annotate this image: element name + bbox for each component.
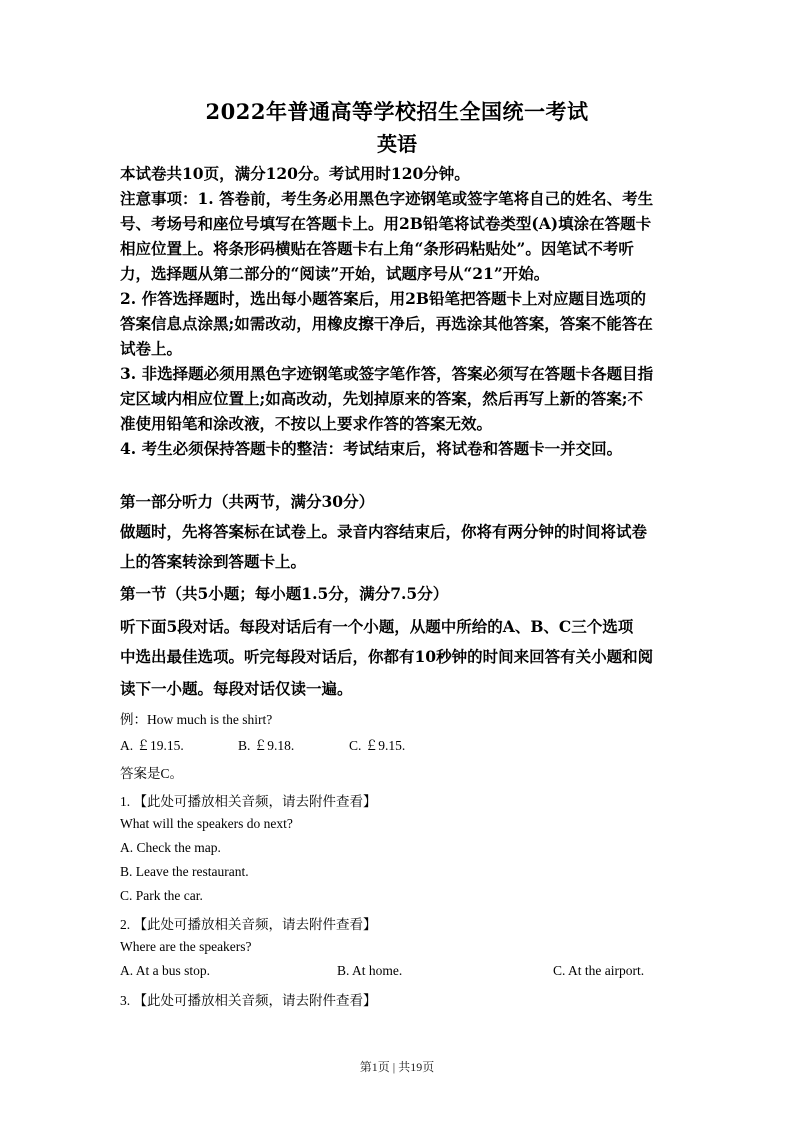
section1-heading: 第一节（共5小题；每小题1.5分，满分7.5分） bbox=[120, 584, 449, 603]
part1-intro-line: 上的答案转涂到答题卡上。 bbox=[120, 552, 307, 571]
notes-line: 答案信息点涂黑;如需改动，用橡皮擦干净后，再选涂其他答案，答案不能答在 bbox=[120, 314, 653, 333]
question-1-option-c: C. Park the car. bbox=[120, 888, 203, 903]
exam-summary: 本试卷共10页，满分120分。考试用时120分钟。 bbox=[120, 164, 470, 183]
notes-line: 号、考场号和座位号填写在答题卡上。用2B铅笔将试卷类型(A)填涂在答题卡 bbox=[120, 214, 652, 233]
example-option-c: C. ￡9.15. bbox=[349, 738, 406, 753]
part1-heading: 第一部分听力（共两节，满分30分） bbox=[120, 492, 375, 511]
page-footer: 第1页 | 共19页 bbox=[359, 1060, 435, 1074]
example-option-a: A. ￡19.15. bbox=[120, 738, 184, 753]
section1-line: 读下一小题。每段对话仅读一遍。 bbox=[120, 679, 353, 698]
question-1-option-b: B. Leave the restaurant. bbox=[120, 864, 249, 879]
notes-line: 2. 作答选择题时，选出每小题答案后，用2B铅笔把答题卡上对应题目选项的 bbox=[120, 289, 646, 308]
notes-line: 相应位置上。将条形码横贴在答题卡右上角“条形码粘贴处”。因笔试不考听 bbox=[120, 239, 634, 258]
exam-title: 2022年普通高等学校招生全国统一考试 bbox=[205, 99, 589, 124]
section1-line: 听下面5段对话。每段对话后有一个小题，从题中所给的A、B、C三个选项 bbox=[120, 617, 634, 636]
question-2-prompt: Where are the speakers? bbox=[120, 939, 252, 954]
part1-intro-line: 做题时，先将答案标在试卷上。录音内容结束后，你将有两分钟的时间将试卷 bbox=[120, 522, 648, 541]
question-1-option-a: A. Check the map. bbox=[120, 840, 221, 855]
notes-line: 4. 考生必须保持答题卡的整洁：考试结束后，将试卷和答题卡一并交回。 bbox=[120, 439, 623, 458]
notes-line: 准使用铅笔和涂改液，不按以上要求作答的答案无效。 bbox=[120, 414, 493, 433]
example-answer: 答案是C。 bbox=[120, 766, 184, 781]
notes-line: 注意事项：1. 答卷前，考生务必用黑色字迹钢笔或签字笔将自己的姓名、考生 bbox=[120, 189, 654, 208]
exam-subject: 英语 bbox=[377, 132, 417, 156]
question-1-label: 1. 【此处可播放相关音频，请去附件查看】 bbox=[120, 794, 377, 809]
question-2-option-a: A. At a bus stop. bbox=[120, 963, 211, 978]
notes-line: 定区域内相应位置上;如高改动，先划掉原来的答案，然后再写上新的答案;不 bbox=[120, 389, 643, 408]
example-question: 例：How much is the shirt? bbox=[120, 712, 273, 727]
notes-line: 试卷上。 bbox=[120, 339, 183, 358]
question-3-label: 3. 【此处可播放相关音频，请去附件查看】 bbox=[120, 993, 377, 1008]
notes-line: 3. 非选择题必须用黑色字迹钢笔或签字笔作答，答案必须写在答题卡各题目指 bbox=[120, 364, 654, 383]
question-2-option-b: B. At home. bbox=[337, 963, 403, 978]
question-1-prompt: What will the speakers do next? bbox=[120, 816, 293, 831]
section1-line: 中选出最佳选项。听完每段对话后，你都有10秒钟的时间来回答有关小题和阅 bbox=[120, 647, 654, 666]
question-2-option-c: C. At the airport. bbox=[553, 963, 645, 978]
example-option-b: B. ￡9.18. bbox=[238, 738, 295, 753]
notes-line: 力，选择题从第二部分的“阅读”开始，试题序号从“21”开始。 bbox=[120, 264, 550, 283]
question-2-label: 2. 【此处可播放相关音频，请去附件查看】 bbox=[120, 917, 377, 932]
